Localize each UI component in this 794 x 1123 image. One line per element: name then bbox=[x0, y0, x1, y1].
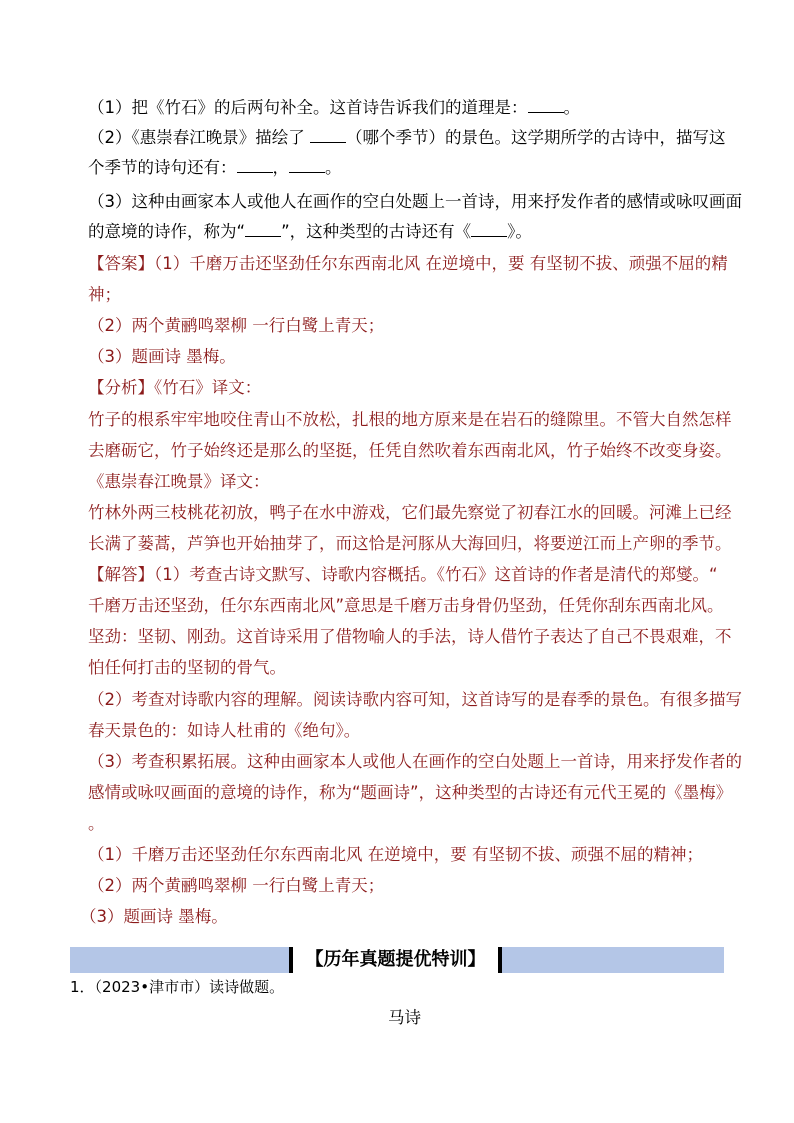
analysis-line-4: 《惠崇春江晚景》译文： bbox=[88, 472, 270, 491]
q2-line-2: 个季节的诗句还有： ， 。 bbox=[88, 158, 342, 177]
q2-line-1: （2）《惠崇春江晚景》描绘了 （哪个季节）的景色。这学期所学的古诗中，描写这 bbox=[88, 128, 726, 147]
solution-line-10: （1）千磨万击还坚劲任尔东西南北风 在逆境中，要 有坚韧不拔、顽强不屈的精神； bbox=[88, 845, 703, 864]
q1-line: （1）把《竹石》的后两句补全。这首诗告诉我们的道理是： 。 bbox=[88, 98, 580, 117]
solution-line-11: （2）两个黄鹂鸣翠柳 一行白鹭上青天； bbox=[88, 876, 385, 895]
solution-line-2: 千磨万击还坚劲，任尔东西南北风”意思是千磨万击身骨仍坚劲，任凭你刮东西南北风。 bbox=[88, 596, 724, 615]
solution-line-1: 【解答】（1）考查古诗文默写、诗歌内容概括。《竹石》这首诗的作者是清代的郑燮。“ bbox=[88, 565, 718, 584]
solution-line-7: （3）考查积累拓展。这种由画家本人或他人在画作的空白处题上一首诗，用来抒发作者的 bbox=[88, 752, 742, 771]
analysis-line-2: 竹子的根系牢牢地咬住青山不放松，扎根的地方原来是在岩石的缝隙里。不管大自然怎样 bbox=[88, 410, 732, 429]
analysis-tag: 【分析】 bbox=[88, 378, 154, 397]
analysis-line-3: 去磨砺它，竹子始终还是那么的坚挺，任凭自然吹着东西南北风，竹子始终不改变身姿。 bbox=[88, 441, 732, 460]
solution-line-4: 怕任何打击的坚韧的骨气。 bbox=[88, 658, 286, 677]
q3-line-1: （3）这种由画家本人或他人在画作的空白处题上一首诗，用来抒发作者的感情或咏叹画面 bbox=[88, 192, 742, 211]
question-1-header: 1．（2023•津市市）读诗做题。 bbox=[70, 978, 285, 996]
answer-line-4: （3）题画诗 墨梅。 bbox=[88, 347, 236, 366]
solution-line-5: （2）考查对诗歌内容的理解。阅读诗歌内容可知，这首诗写的是春季的景色。有很多描写 bbox=[88, 690, 742, 709]
solution-line-12: （3）题画诗 墨梅。 bbox=[80, 907, 228, 926]
solution-tag: 【解答】 bbox=[88, 565, 154, 584]
q3-line-2: 的意境的诗作，称为“ ”，这种类型的古诗还有《 》。 bbox=[88, 222, 532, 241]
answer-line-1: 【答案】（1）千磨万击还坚劲任尔东西南北风 在逆境中，要 有坚韧不拔、顽强不屈的精 bbox=[88, 254, 728, 273]
answer-blank[interactable] bbox=[245, 222, 281, 237]
answer-blank[interactable] bbox=[237, 158, 273, 173]
solution-line-3: 坚劲：坚韧、刚劲。这首诗采用了借物喻人的手法，诗人借竹子表达了自己不畏艰难，不 bbox=[88, 627, 732, 646]
answer-blank[interactable] bbox=[289, 158, 325, 173]
section-banner-title: 【历年真题提优特训】 bbox=[289, 947, 502, 973]
solution-line-6: 春天景色的：如诗人杜甫的《绝句》。 bbox=[88, 721, 361, 740]
answer-blank[interactable] bbox=[471, 222, 507, 237]
solution-line-8: 感情或咏叹画面的意境的诗作，称为“题画诗”，这种类型的古诗还有元代王冕的《墨梅》 bbox=[88, 783, 733, 802]
answer-line-2: 神； bbox=[88, 285, 121, 304]
analysis-line-5: 竹林外两三枝桃花初放，鸭子在水中游戏，它们最先察觉了初春江水的回暖。河滩上已经 bbox=[88, 503, 732, 522]
answer-tag: 【答案】 bbox=[88, 254, 154, 273]
solution-line-9: 。 bbox=[88, 814, 105, 833]
answer-blank[interactable] bbox=[528, 98, 564, 113]
answer-line-3: （2）两个黄鹂鸣翠柳 一行白鹭上青天； bbox=[88, 316, 385, 335]
analysis-line-6: 长满了蒌蒿，芦笋也开始抽芽了，而这恰是河豚从大海回归，将要逆江而上产卵的季节。 bbox=[88, 534, 732, 553]
poem-title: 马诗 bbox=[388, 1008, 421, 1027]
answer-blank[interactable] bbox=[310, 128, 346, 143]
analysis-line-1: 【分析】《竹石》译文： bbox=[88, 378, 262, 397]
